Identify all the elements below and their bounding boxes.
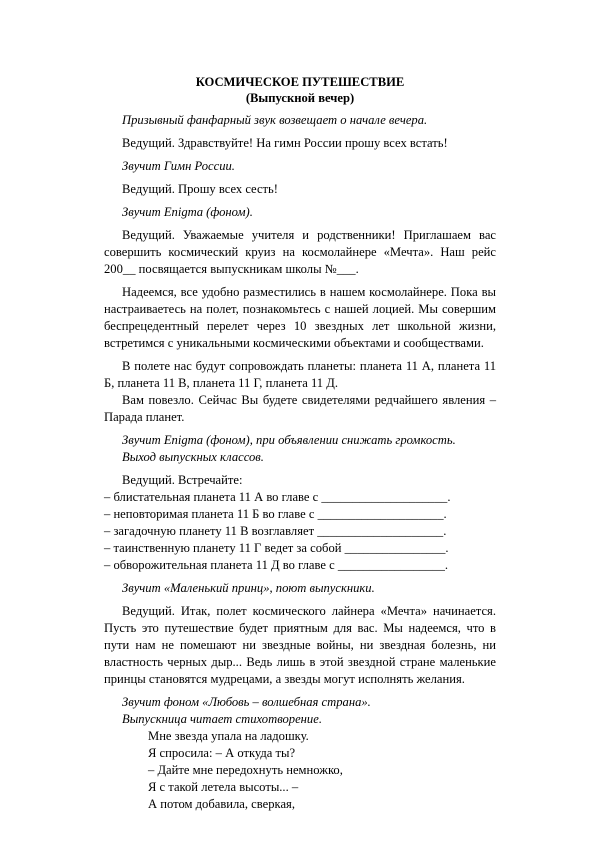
- document-subtitle: (Выпускной вечер): [245, 91, 355, 105]
- planet-list-item: – неповторимая планета 11 Б во главе с ____________________.: [104, 507, 447, 521]
- poem: [104, 728, 496, 813]
- body-paragraph: Надеемся, все удобно разместились в нашем космолайнере. Пока вы настраиваетесь на полет, познакомьтесь с нашей лоцией. Мы совершим беспрецедентный перелет через 10 звездных лет школьной жизни, встретимся с уникальными космическими объектами и сообществами.: [104, 285, 496, 350]
- stage-direction: Звучит Гимн России.: [122, 159, 235, 173]
- poem-line: – Дайте мне передохнуть немножко,: [148, 763, 343, 777]
- stage-direction: Выпускница читает стихотворение.: [122, 712, 322, 726]
- stage-direction: Выход выпускных классов.: [122, 450, 264, 464]
- poem-line: Я с такой летела высоты... –: [148, 780, 299, 794]
- planet-list-item: – загадочную планету 11 В возглавляет ____________________.: [104, 524, 447, 538]
- stage-direction: Призывный фанфарный звук возвещает о начале вечера.: [122, 113, 428, 127]
- host-line: Ведущий. Здравствуйте! На гимн России прошу всех встать!: [122, 136, 448, 150]
- host-paragraph: Ведущий. Уважаемые учителя и родственники! Приглашаем вас совершить космический круиз на космолайнере «Мечта». Наш рейс 200__ посвящается выпускникам школы №___.: [104, 228, 496, 276]
- document-title: КОСМИЧЕСКОЕ ПУТЕШЕСТВИЕ: [195, 75, 405, 89]
- host-line: Ведущий. Прошу всех сесть!: [122, 182, 278, 196]
- body-paragraph: В полете нас будут сопровождать планеты: планета 11 А, планета 11 Б, планета 11 В, планета 11 Г, планета 11 Д.: [104, 359, 496, 390]
- poem-line: А потом добавила, сверкая,: [148, 797, 295, 811]
- planet-list-item: – блистательная планета 11 А во главе с ____________________.: [104, 490, 451, 504]
- body-paragraph: Вам повезло. Сейчас Вы будете свидетелями редчайшего явления – Парада планет.: [104, 393, 496, 424]
- document-body: [104, 74, 496, 813]
- stage-direction: Звучит Enigma (фоном).: [122, 205, 253, 219]
- poem-line: Мне звезда упала на ладошку.: [148, 729, 309, 743]
- planet-list-item: – обворожительная планета 11 Д во главе с _________________.: [104, 558, 449, 572]
- stage-direction: Звучит фоном «Любовь – волшебная страна».: [122, 695, 371, 709]
- poem-line: Я спросила: – А откуда ты?: [148, 746, 296, 760]
- host-paragraph: Ведущий. Итак, полет космического лайнера «Мечта» начинается. Пусть это путешествие будет приятным для вас. Мы надеемся, что в пути нам не помешают ни звездные войны, ни звездная болезнь, ни властность черных дыр... Ведь лишь в этой звездной стране маленькие принцы становятся мудрецами, а звезды могут исполнять желания.: [104, 604, 496, 686]
- stage-direction: Звучит Enigma (фоном), при объявлении снижать громкость.: [122, 433, 456, 447]
- planet-list-item: – таинственную планету 11 Г ведет за собой ________________.: [104, 541, 449, 555]
- host-line: Ведущий. Встречайте:: [122, 473, 243, 487]
- stage-direction: Звучит «Маленький принц», поют выпускники.: [122, 581, 375, 595]
